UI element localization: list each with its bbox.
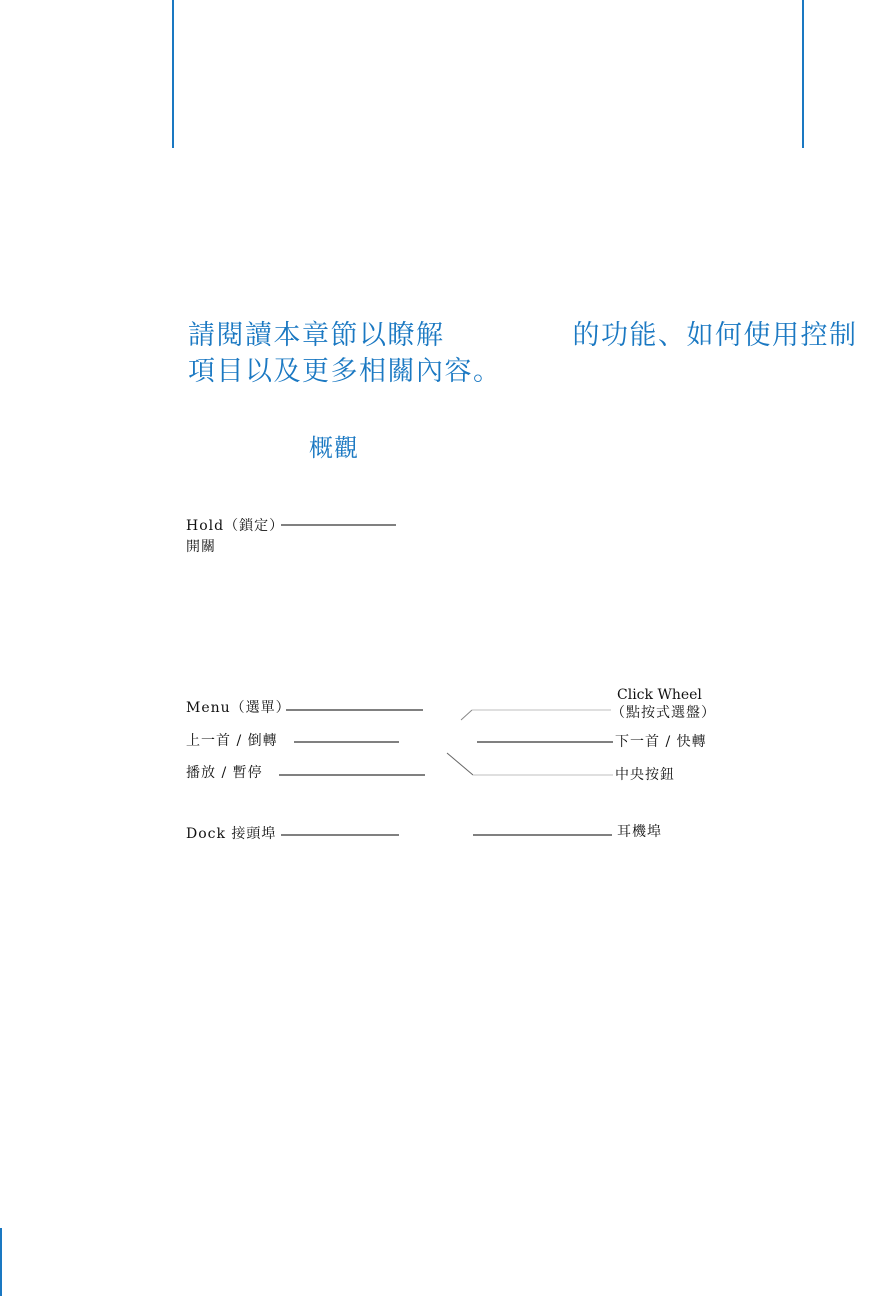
- dock-label: Dock 接頭埠: [186, 826, 277, 842]
- hold-label-line2: 開關: [186, 539, 216, 555]
- click-wheel-leader-diagonal: [461, 710, 472, 720]
- hold-label-line1: Hold（鎖定）: [186, 518, 285, 534]
- click-wheel-label-line1: Click Wheel: [617, 687, 702, 703]
- previous-label: 上一首 / 倒轉: [186, 733, 278, 749]
- intro-text-line2: 項目以及更多相關內容。: [188, 356, 502, 387]
- click-wheel-label-line2: （點按式選盤）: [611, 705, 716, 721]
- play-pause-label: 播放 / 暫停: [186, 765, 263, 781]
- center-leader-diagonal: [447, 753, 473, 775]
- headphones-label: 耳機埠: [617, 824, 662, 840]
- next-label: 下一首 / 快轉: [615, 734, 707, 750]
- intro-text-start: 請閱讀本章節以瞭解: [188, 320, 445, 351]
- menu-label: Menu（選單）: [186, 700, 291, 716]
- section-title: 概觀: [309, 434, 359, 462]
- intro-text-end: 的功能、如何使用控制: [572, 320, 858, 351]
- center-button-label: 中央按鈕: [615, 767, 675, 783]
